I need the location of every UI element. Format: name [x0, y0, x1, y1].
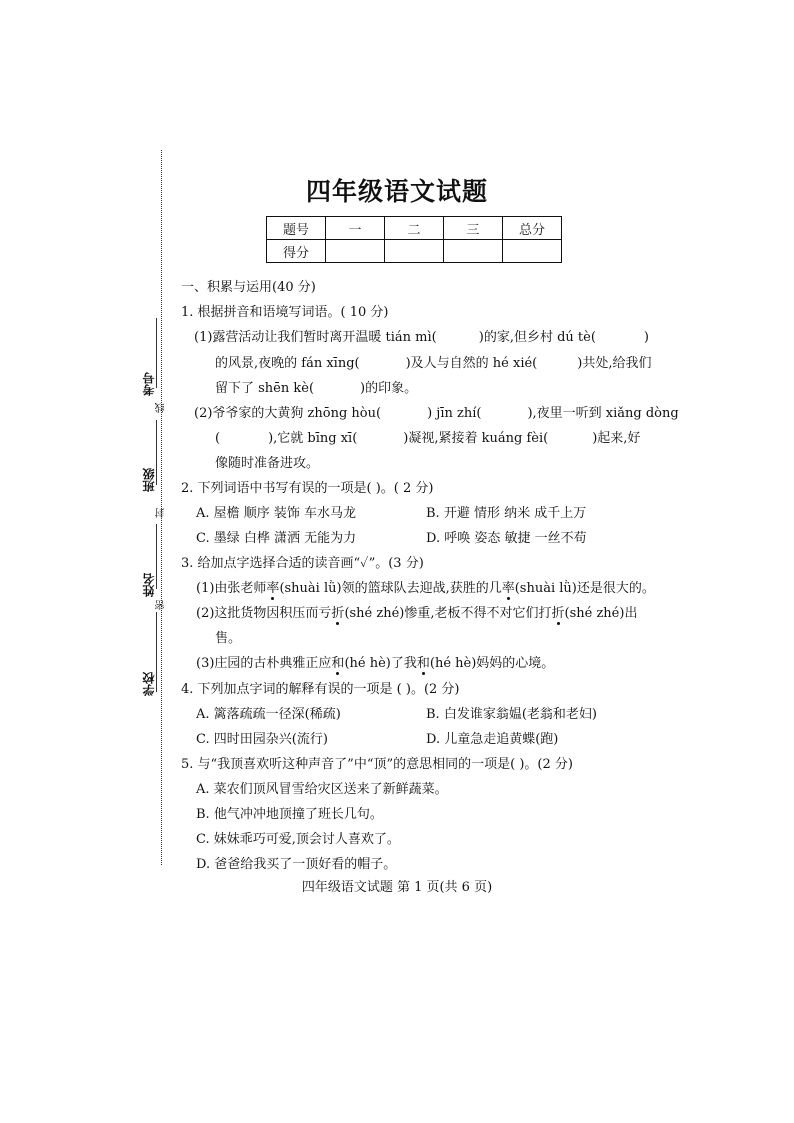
q2-option-d[interactable]: D. 呼唤 姿态 敏捷 一丝不苟: [426, 531, 587, 546]
xuexiao-label: 学校: [142, 672, 156, 696]
question-2-title: 2. 下列词语中书写有误的一项是( )。( 2 分): [181, 481, 434, 496]
q5-option-b[interactable]: B. 他气冲冲地顶撞了班长几句。: [196, 807, 383, 822]
q3-line2: [196, 602, 637, 621]
q1-text: ),夜里一听到 xiǎng dòng: [527, 406, 679, 421]
q3-pinyin-choice[interactable]: (hé hè)妈妈的心境。: [429, 656, 555, 671]
score-table-row: [267, 240, 562, 263]
q1-text: )及人与自然的 hé xié(: [405, 356, 538, 371]
question-4-title: 4. 下列加点字词的解释有误的一项是 ( )。(2 分): [181, 682, 460, 697]
banji-label: 班级: [142, 468, 156, 492]
q1-text: (1)露营活动让我们暂时离开温暖 tián mì(: [194, 330, 437, 345]
q1-text: )的家,但乡村 dú tè(: [478, 330, 596, 345]
q3-pinyin-choice[interactable]: (shuài lǜ)还是很大的。: [514, 581, 655, 596]
dotted-character: 和: [331, 656, 345, 671]
score-header-cell: 题号: [267, 217, 326, 240]
q3-text: (3)庄园的古朴典雅正应: [196, 656, 332, 671]
q4-option-c[interactable]: C. 四时田园杂兴(流行): [196, 732, 328, 747]
q4-option-b[interactable]: B. 白发谁家翁媪(老翁和老妇): [426, 707, 597, 722]
q1-p2-line3: 像随时准备进攻。: [215, 456, 320, 471]
q2-option-b[interactable]: B. 开避 情形 纳米 成千上万: [426, 506, 587, 521]
question-3-title: 3. 给加点字选择合适的读音画“✓”。(3 分): [181, 556, 424, 571]
q3-line3: [196, 652, 554, 671]
q3-pinyin-choice[interactable]: (shé zhé)惨重,老板不得不对它们打: [344, 606, 552, 621]
score-header-cell: 总分: [503, 217, 562, 240]
margin-feng: 封: [156, 508, 167, 518]
q3-pinyin-choice[interactable]: (shé zhé)出: [564, 606, 638, 621]
score-header-cell: 二: [385, 217, 444, 240]
q3-text: (1)由张老师: [196, 581, 267, 596]
q1-text: ) jīn zhí(: [427, 406, 482, 421]
q5-option-a[interactable]: A. 菜农们顶风冒雪给灾区送来了新鲜蔬菜。: [196, 782, 448, 797]
question-5-title: 5. 与“我顶喜欢听这种声音了”中“顶”的意思相同的一项是( )。(2 分): [181, 757, 573, 772]
page-title: 四年级语文试题: [305, 177, 488, 206]
score-row-label: 得分: [267, 240, 326, 263]
q3-text: (2)这批货物因积压而亏: [196, 606, 332, 621]
q1-text: 的风景,夜晚的 fán xīng(: [215, 356, 360, 371]
score-cell[interactable]: [385, 240, 444, 263]
q1-text: (: [215, 431, 221, 446]
dotted-character: 折: [331, 606, 345, 621]
q5-option-d[interactable]: D. 爸爸给我买了一顶好看的帽子。: [196, 857, 397, 872]
score-header-cell: 一: [326, 217, 385, 240]
q2-option-c[interactable]: C. 墨绿 白桦 潇洒 无能为力: [196, 531, 357, 546]
dotted-character: 折: [551, 606, 565, 621]
q1-text: ): [643, 330, 649, 345]
q1-text: ),它就 bīng xī(: [268, 431, 358, 446]
page-footer: 四年级语文试题 第 1 页(共 6 页): [301, 880, 493, 895]
score-header-cell: 三: [444, 217, 503, 240]
score-table: [266, 216, 562, 263]
q1-text: )凝视,紧接着 kuáng fèi(: [403, 431, 549, 446]
dotted-character: 率: [266, 581, 280, 596]
q1-text: )起来,好: [592, 431, 641, 446]
margin-xian: 线: [156, 403, 167, 413]
q1-p1-line3: [215, 377, 417, 396]
q1-text: )的印象。: [360, 381, 418, 396]
q1-p1-line1: [194, 326, 649, 345]
margin-mi: 密: [156, 600, 167, 610]
score-table-header-row: [267, 217, 562, 240]
q4-option-a[interactable]: A. 篱落疏疏一径深(稀疏): [196, 707, 341, 722]
q1-text: 留下了 shēn kè(: [215, 381, 315, 396]
dotted-character: 率: [501, 581, 515, 596]
score-cell[interactable]: [326, 240, 385, 263]
q3-pinyin-choice[interactable]: (shuài lǜ)领的篮球队去迎战,获胜的几: [279, 581, 502, 596]
q1-p1-line2: [215, 352, 651, 371]
q1-text: )共处,给我们: [577, 356, 652, 371]
q3-line1: [196, 577, 655, 596]
score-cell[interactable]: [444, 240, 503, 263]
section-heading: 一、积累与运用(40 分): [181, 280, 316, 295]
q2-option-a[interactable]: A. 屋檐 顺序 装饰 车水马龙: [196, 506, 357, 521]
xingming-label: 姓名: [142, 573, 156, 597]
score-cell[interactable]: [503, 240, 562, 263]
dotted-character: 和: [416, 656, 430, 671]
question-1-title: 1. 根据拼音和语境写词语。( 10 分): [181, 305, 389, 320]
q1-p2-line1: [194, 402, 679, 421]
q3-pinyin-choice[interactable]: (hé hè)了我: [344, 656, 417, 671]
q1-p2-line2: [215, 427, 640, 446]
kaohao-label: 考号: [142, 372, 156, 396]
q5-option-c[interactable]: C. 妹妹乖巧可爱,顶会讨人喜欢了。: [196, 832, 400, 847]
q4-option-d[interactable]: D. 儿童急走追黄蝶(跑): [426, 732, 559, 747]
q3-line2-cont: 售。: [215, 631, 242, 646]
q1-text: (2)爷爷家的大黄狗 zhōng hòu(: [194, 406, 382, 421]
